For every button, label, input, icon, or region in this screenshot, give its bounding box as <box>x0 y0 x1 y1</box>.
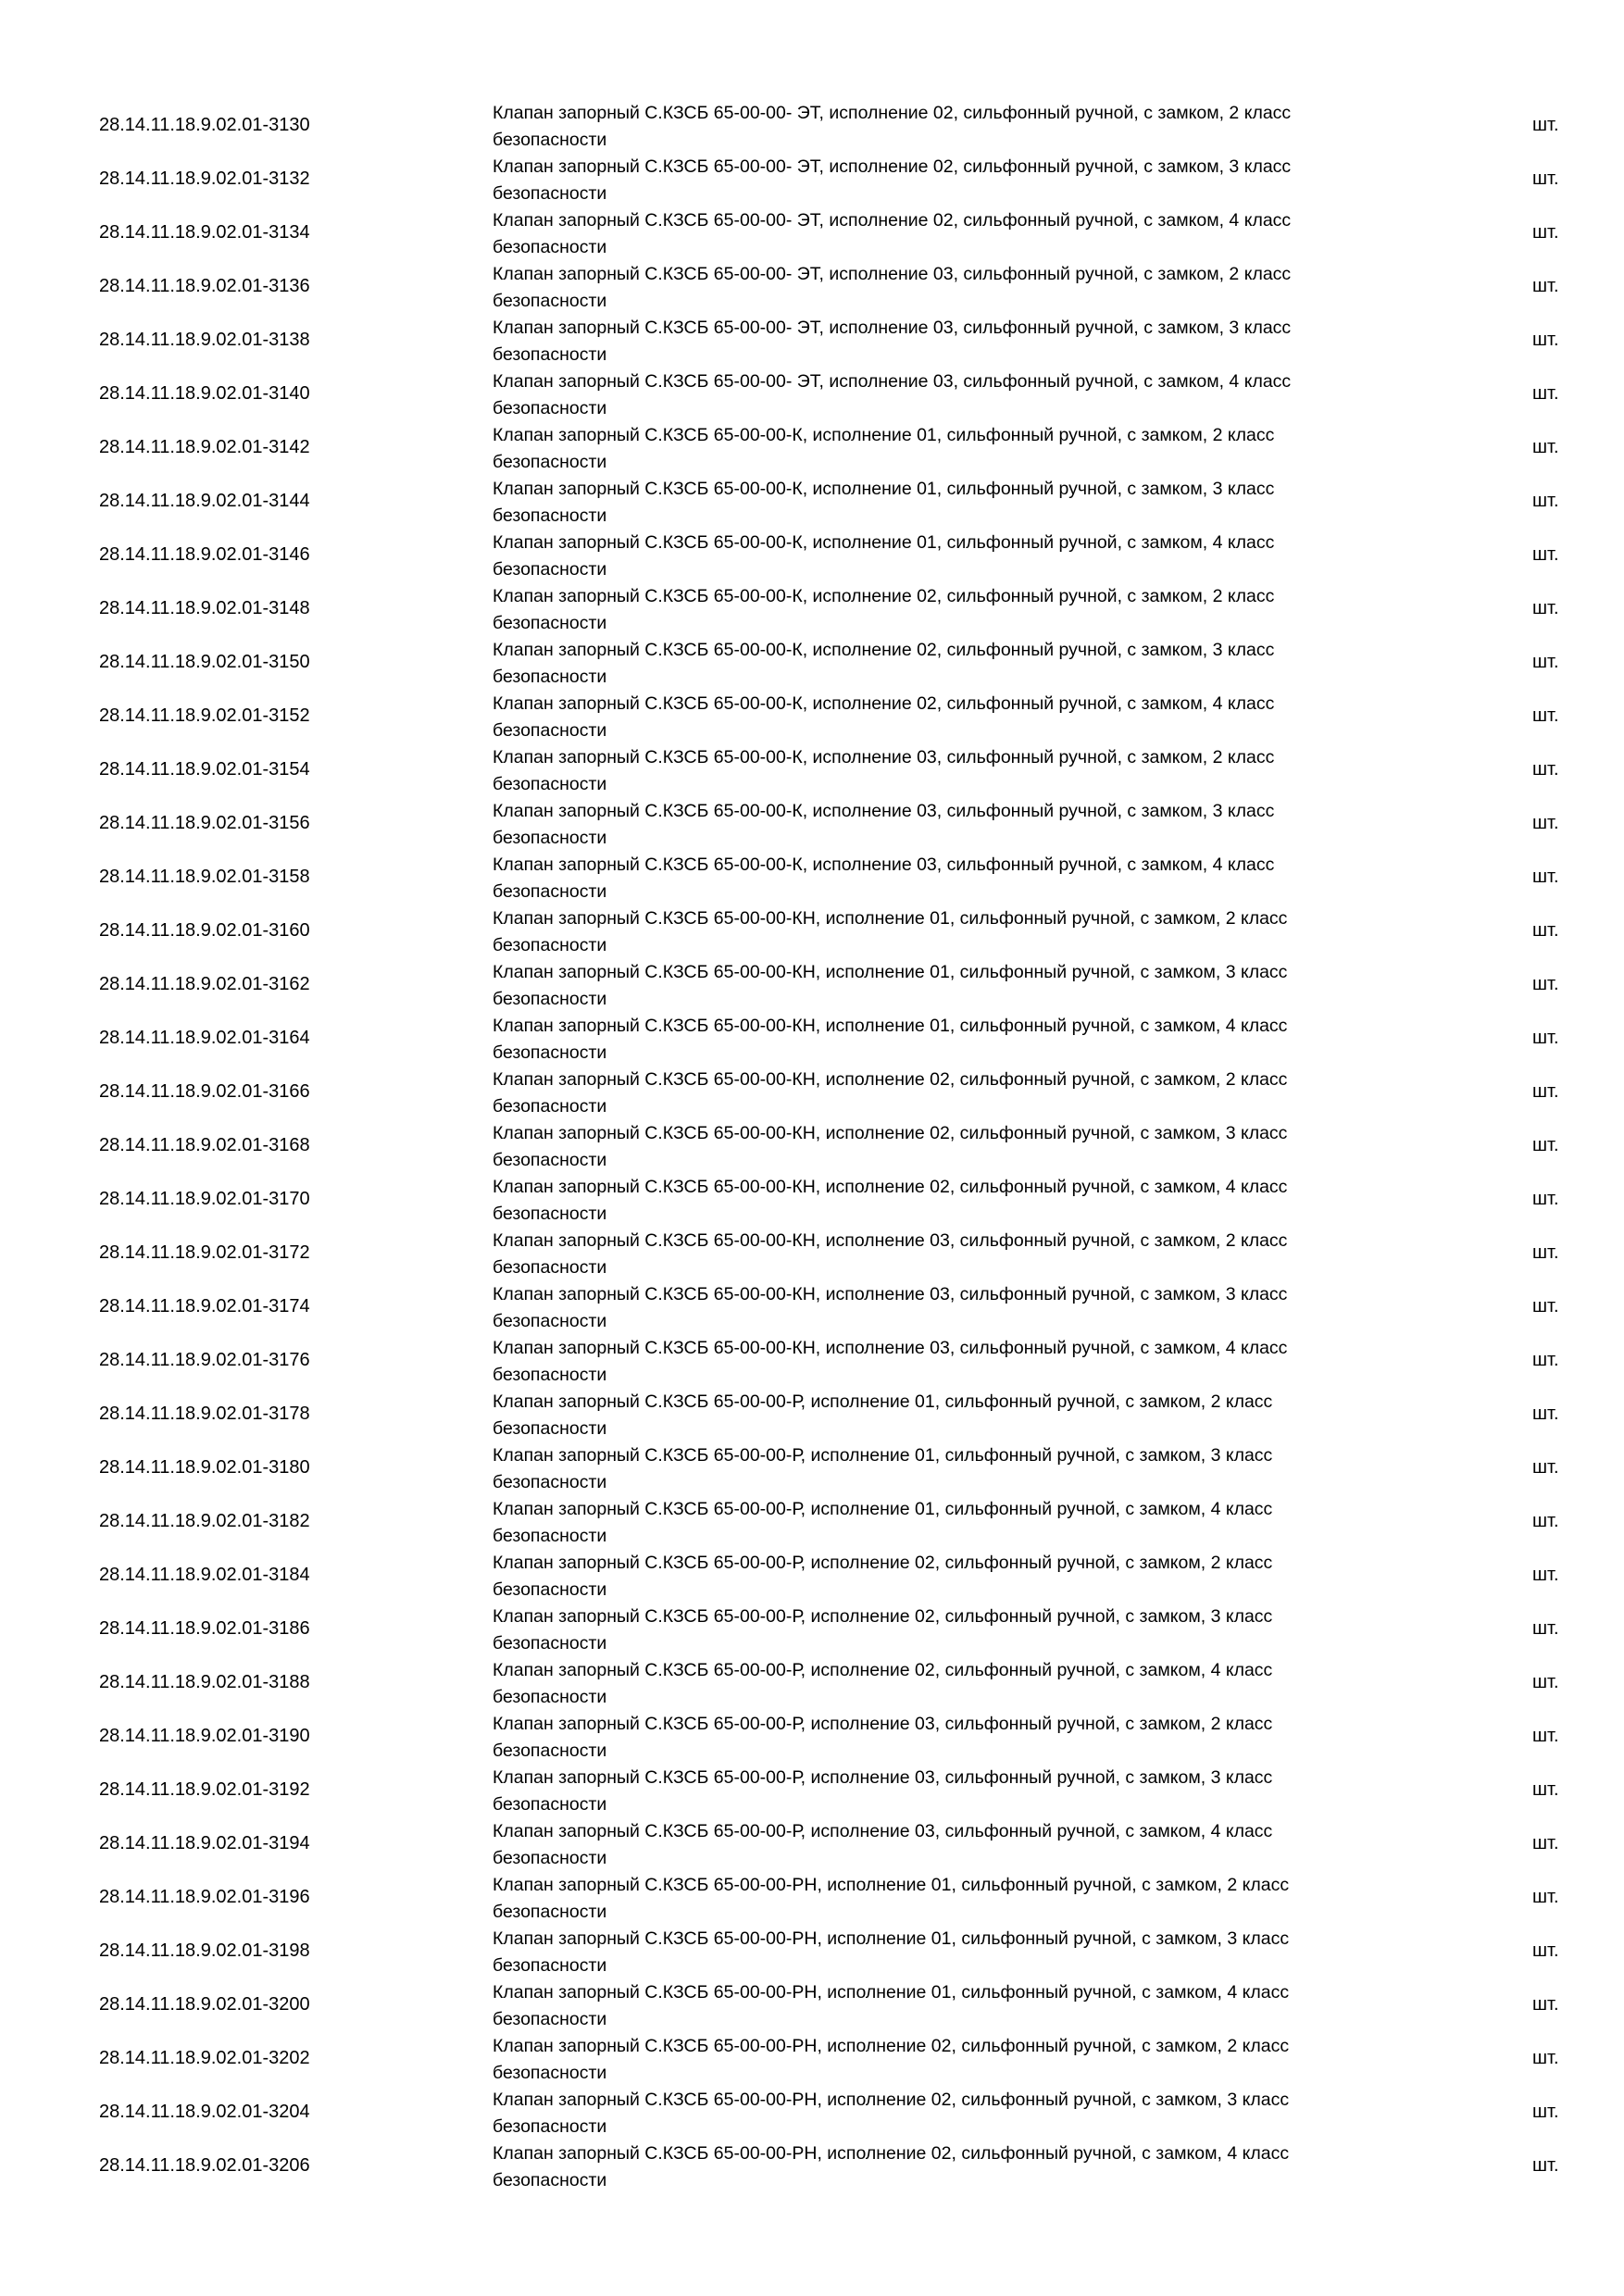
item-description <box>493 1228 1400 1280</box>
description-line: Клапан запорный С.КЗСБ 65-00-00- ЭТ, исполнение 03, сильфонный ручной, с замком, 4 класс <box>493 371 1292 392</box>
item-code: 28.14.11.18.9.02.01-3146 <box>99 544 310 565</box>
description-line: безопасности <box>493 129 607 150</box>
description-line: безопасности <box>493 2062 607 2083</box>
description-line: Клапан запорный С.КЗСБ 65-00-00-К, исполнение 01, сильфонный ручной, с замком, 2 класс <box>493 425 1275 445</box>
table-row <box>0 581 1624 635</box>
item-description <box>493 744 1400 797</box>
description-line: безопасности <box>493 505 607 526</box>
item-description <box>493 100 1400 153</box>
item-description <box>493 691 1400 743</box>
item-unit: шт. <box>1532 383 1559 404</box>
item-unit: шт. <box>1532 705 1559 726</box>
item-code: 28.14.11.18.9.02.01-3182 <box>99 1511 310 1531</box>
description-line: безопасности <box>493 1793 607 1815</box>
item-code: 28.14.11.18.9.02.01-3158 <box>99 867 310 887</box>
description-line: безопасности <box>493 988 607 1009</box>
item-code: 28.14.11.18.9.02.01-3190 <box>99 1726 310 1746</box>
table-row <box>0 1118 1624 1172</box>
item-unit: шт. <box>1532 276 1559 296</box>
item-unit: шт. <box>1532 1672 1559 1692</box>
description-line: безопасности <box>493 1632 607 1653</box>
description-line: безопасности <box>493 2115 607 2137</box>
table-row <box>0 474 1624 528</box>
item-code: 28.14.11.18.9.02.01-3150 <box>99 652 310 672</box>
item-description <box>493 2033 1400 2086</box>
description-line: безопасности <box>493 451 607 472</box>
item-code: 28.14.11.18.9.02.01-3188 <box>99 1672 310 1692</box>
table-row <box>0 1655 1624 1709</box>
item-unit: шт. <box>1532 813 1559 833</box>
description-line: Клапан запорный С.КЗСБ 65-00-00-КН, исполнение 01, сильфонный ручной, с замком, 2 класс <box>493 908 1288 929</box>
description-line: Клапан запорный С.КЗСБ 65-00-00-РН, исполнение 01, сильфонный ручной, с замком, 3 класс <box>493 1928 1290 1949</box>
description-line: безопасности <box>493 1417 607 1439</box>
item-description <box>493 1442 1400 1495</box>
description-line: безопасности <box>493 1578 607 1600</box>
item-unit: шт. <box>1532 330 1559 350</box>
description-line: безопасности <box>493 2008 607 2029</box>
table-row <box>0 1279 1624 1333</box>
item-unit: шт. <box>1532 1457 1559 1478</box>
item-unit: шт. <box>1532 544 1559 565</box>
description-line: Клапан запорный С.КЗСБ 65-00-00- ЭТ, исполнение 03, сильфонный ручной, с замком, 2 класс <box>493 264 1292 284</box>
description-line: Клапан запорный С.КЗСБ 65-00-00-К, исполнение 03, сильфонный ручной, с замком, 4 класс <box>493 855 1275 875</box>
table-row <box>0 152 1624 206</box>
item-description <box>493 1174 1400 1227</box>
item-code: 28.14.11.18.9.02.01-3144 <box>99 491 310 511</box>
item-unit: шт. <box>1532 115 1559 135</box>
item-description <box>493 1603 1400 1656</box>
description-line: Клапан запорный С.КЗСБ 65-00-00- ЭТ, исполнение 03, сильфонный ручной, с замком, 3 класс <box>493 318 1292 338</box>
item-description <box>493 1711 1400 1764</box>
description-line: Клапан запорный С.КЗСБ 65-00-00-Р, исполнение 02, сильфонный ручной, с замком, 4 класс <box>493 1660 1273 1680</box>
item-description <box>493 1013 1400 1066</box>
item-code: 28.14.11.18.9.02.01-3168 <box>99 1135 310 1155</box>
description-line: Клапан запорный С.КЗСБ 65-00-00-К, исполнение 02, сильфонный ручной, с замком, 3 класс <box>493 640 1275 660</box>
description-line: Клапан запорный С.КЗСБ 65-00-00-Р, исполнение 01, сильфонный ручной, с замком, 2 класс <box>493 1391 1273 1412</box>
item-unit: шт. <box>1532 1779 1559 1800</box>
item-code: 28.14.11.18.9.02.01-3164 <box>99 1028 310 1048</box>
table-row <box>0 1065 1624 1118</box>
item-unit: шт. <box>1532 2048 1559 2068</box>
description-line: безопасности <box>493 719 607 741</box>
item-unit: шт. <box>1532 2155 1559 2176</box>
item-unit: шт. <box>1532 867 1559 887</box>
description-line: безопасности <box>493 2169 607 2190</box>
item-unit: шт. <box>1532 437 1559 457</box>
table-row <box>0 1548 1624 1602</box>
table-row <box>0 1602 1624 1655</box>
item-unit: шт. <box>1532 1994 1559 2015</box>
item-description <box>493 315 1400 368</box>
description-line: безопасности <box>493 1364 607 1385</box>
description-line: Клапан запорный С.КЗСБ 65-00-00- ЭТ, исполнение 02, сильфонный ручной, с замком, 3 класс <box>493 156 1292 177</box>
item-code: 28.14.11.18.9.02.01-3200 <box>99 1994 310 2015</box>
item-unit: шт. <box>1532 759 1559 780</box>
item-code: 28.14.11.18.9.02.01-3180 <box>99 1457 310 1478</box>
description-line: безопасности <box>493 290 607 311</box>
item-code: 28.14.11.18.9.02.01-3140 <box>99 383 310 404</box>
description-line: безопасности <box>493 1525 607 1546</box>
table-row <box>0 313 1624 367</box>
item-unit: шт. <box>1532 652 1559 672</box>
description-line: Клапан запорный С.КЗСБ 65-00-00-К, исполнение 02, сильфонный ручной, с замком, 2 класс <box>493 586 1275 606</box>
item-unit: шт. <box>1532 491 1559 511</box>
description-line: безопасности <box>493 343 607 365</box>
item-unit: шт. <box>1532 598 1559 618</box>
item-description <box>493 1657 1400 1710</box>
description-line: Клапан запорный С.КЗСБ 65-00-00-Р, исполнение 02, сильфонный ручной, с замком, 3 класс <box>493 1606 1273 1627</box>
item-unit: шт. <box>1532 1081 1559 1102</box>
item-unit: шт. <box>1532 974 1559 994</box>
description-line: безопасности <box>493 182 607 204</box>
description-line: безопасности <box>493 1042 607 1063</box>
table-row <box>0 528 1624 581</box>
item-description <box>493 1496 1400 1549</box>
description-line: Клапан запорный С.КЗСБ 65-00-00-РН, исполнение 02, сильфонный ручной, с замком, 2 класс <box>493 2036 1290 2056</box>
item-code: 28.14.11.18.9.02.01-3166 <box>99 1081 310 1102</box>
item-code: 28.14.11.18.9.02.01-3148 <box>99 598 310 618</box>
item-code: 28.14.11.18.9.02.01-3174 <box>99 1296 310 1316</box>
description-line: безопасности <box>493 612 607 633</box>
item-description <box>493 368 1400 421</box>
description-line: безопасности <box>493 236 607 257</box>
description-line: безопасности <box>493 934 607 955</box>
description-line: Клапан запорный С.КЗСБ 65-00-00-РН, исполнение 01, сильфонный ручной, с замком, 2 класс <box>493 1875 1290 1895</box>
table-row <box>0 1924 1624 1978</box>
description-line: безопасности <box>493 1686 607 1707</box>
item-code: 28.14.11.18.9.02.01-3154 <box>99 759 310 780</box>
item-unit: шт. <box>1532 1726 1559 1746</box>
item-code: 28.14.11.18.9.02.01-3162 <box>99 974 310 994</box>
description-line: Клапан запорный С.КЗСБ 65-00-00-К, исполнение 01, сильфонный ручной, с замком, 3 класс <box>493 479 1275 499</box>
description-line: безопасности <box>493 1095 607 1117</box>
item-code: 28.14.11.18.9.02.01-3138 <box>99 330 310 350</box>
item-description <box>493 905 1400 958</box>
item-code: 28.14.11.18.9.02.01-3194 <box>99 1833 310 1853</box>
description-line: безопасности <box>493 1847 607 1868</box>
table-row <box>0 1441 1624 1494</box>
table-row <box>0 957 1624 1011</box>
table-row <box>0 2085 1624 2139</box>
table-row <box>0 206 1624 259</box>
item-unit: шт. <box>1532 1404 1559 1424</box>
description-line: Клапан запорный С.КЗСБ 65-00-00-К, исполнение 01, сильфонный ручной, с замком, 4 класс <box>493 532 1275 553</box>
item-code: 28.14.11.18.9.02.01-3152 <box>99 705 310 726</box>
item-description <box>493 1335 1400 1388</box>
description-line: безопасности <box>493 397 607 418</box>
description-line: Клапан запорный С.КЗСБ 65-00-00-Р, исполнение 01, сильфонный ручной, с замком, 3 класс <box>493 1445 1273 1466</box>
item-code: 28.14.11.18.9.02.01-3136 <box>99 276 310 296</box>
item-unit: шт. <box>1532 1189 1559 1209</box>
description-line: Клапан запорный С.КЗСБ 65-00-00-К, исполнение 02, сильфонный ручной, с замком, 4 класс <box>493 693 1275 714</box>
description-line: Клапан запорный С.КЗСБ 65-00-00-Р, исполнение 02, сильфонный ручной, с замком, 2 класс <box>493 1553 1273 1573</box>
item-unit: шт. <box>1532 1618 1559 1639</box>
table-row <box>0 635 1624 689</box>
table-row <box>0 98 1624 152</box>
item-description <box>493 2140 1400 2193</box>
description-line: безопасности <box>493 1256 607 1278</box>
item-code: 28.14.11.18.9.02.01-3206 <box>99 2155 310 2176</box>
table-row <box>0 1226 1624 1279</box>
item-description <box>493 1281 1400 1334</box>
item-description <box>493 798 1400 851</box>
description-line: Клапан запорный С.КЗСБ 65-00-00-Р, исполнение 03, сильфонный ручной, с замком, 4 класс <box>493 1821 1273 1841</box>
table-row <box>0 2139 1624 2192</box>
item-code: 28.14.11.18.9.02.01-3172 <box>99 1242 310 1263</box>
item-description <box>493 154 1400 206</box>
item-description <box>493 422 1400 475</box>
description-line: Клапан запорный С.КЗСБ 65-00-00-КН, исполнение 03, сильфонный ручной, с замком, 3 класс <box>493 1284 1288 1304</box>
item-unit: шт. <box>1532 222 1559 243</box>
table-row <box>0 742 1624 796</box>
item-description <box>493 476 1400 529</box>
description-line: безопасности <box>493 773 607 794</box>
description-line: Клапан запорный С.КЗСБ 65-00-00-КН, исполнение 01, сильфонный ручной, с замком, 3 класс <box>493 962 1288 982</box>
item-code: 28.14.11.18.9.02.01-3196 <box>99 1887 310 1907</box>
item-description <box>493 2087 1400 2140</box>
item-unit: шт. <box>1532 168 1559 189</box>
description-line: Клапан запорный С.КЗСБ 65-00-00-РН, исполнение 02, сильфонный ручной, с замком, 3 класс <box>493 2090 1290 2110</box>
description-line: Клапан запорный С.КЗСБ 65-00-00-КН, исполнение 03, сильфонный ручной, с замком, 2 класс <box>493 1230 1288 1251</box>
description-line: безопасности <box>493 827 607 848</box>
item-description <box>493 1818 1400 1871</box>
item-description <box>493 530 1400 582</box>
item-unit: шт. <box>1532 1940 1559 1961</box>
item-description <box>493 1979 1400 2032</box>
description-line: Клапан запорный С.КЗСБ 65-00-00-Р, исполнение 03, сильфонный ручной, с замком, 2 класс <box>493 1714 1273 1734</box>
item-unit: шт. <box>1532 920 1559 941</box>
table-row <box>0 1387 1624 1441</box>
item-unit: шт. <box>1532 1350 1559 1370</box>
item-unit: шт. <box>1532 1565 1559 1585</box>
description-line: Клапан запорный С.КЗСБ 65-00-00-КН, исполнение 02, сильфонный ручной, с замком, 3 класс <box>493 1123 1288 1143</box>
table-row <box>0 1870 1624 1924</box>
item-description <box>493 637 1400 690</box>
item-unit: шт. <box>1532 1028 1559 1048</box>
item-code: 28.14.11.18.9.02.01-3192 <box>99 1779 310 1800</box>
item-description <box>493 1389 1400 1441</box>
table-row <box>0 1978 1624 2031</box>
table-row <box>0 904 1624 957</box>
description-line: безопасности <box>493 1901 607 1922</box>
price-table <box>0 98 1624 2192</box>
item-code: 28.14.11.18.9.02.01-3170 <box>99 1189 310 1209</box>
item-code: 28.14.11.18.9.02.01-3186 <box>99 1618 310 1639</box>
item-description <box>493 583 1400 636</box>
description-line: безопасности <box>493 1740 607 1761</box>
item-code: 28.14.11.18.9.02.01-3160 <box>99 920 310 941</box>
description-line: Клапан запорный С.КЗСБ 65-00-00- ЭТ, исполнение 02, сильфонный ручной, с замком, 2 класс <box>493 103 1292 123</box>
description-line: Клапан запорный С.КЗСБ 65-00-00-К, исполнение 03, сильфонный ручной, с замком, 3 класс <box>493 801 1275 821</box>
item-unit: шт. <box>1532 1833 1559 1853</box>
item-description <box>493 959 1400 1012</box>
description-line: Клапан запорный С.КЗСБ 65-00-00-КН, исполнение 03, сильфонный ручной, с замком, 4 класс <box>493 1338 1288 1358</box>
item-unit: шт. <box>1532 2102 1559 2122</box>
item-code: 28.14.11.18.9.02.01-3134 <box>99 222 310 243</box>
table-row <box>0 259 1624 313</box>
description-line: Клапан запорный С.КЗСБ 65-00-00-КН, исполнение 01, сильфонный ручной, с замком, 4 класс <box>493 1016 1288 1036</box>
description-line: Клапан запорный С.КЗСБ 65-00-00-РН, исполнение 01, сильфонный ручной, с замком, 4 класс <box>493 1982 1290 2003</box>
description-line: безопасности <box>493 1203 607 1224</box>
description-line: безопасности <box>493 1310 607 1331</box>
item-description <box>493 1067 1400 1119</box>
item-code: 28.14.11.18.9.02.01-3156 <box>99 813 310 833</box>
table-row <box>0 1763 1624 1816</box>
table-row <box>0 1709 1624 1763</box>
item-code: 28.14.11.18.9.02.01-3176 <box>99 1350 310 1370</box>
item-code: 28.14.11.18.9.02.01-3198 <box>99 1940 310 1961</box>
item-unit: шт. <box>1532 1887 1559 1907</box>
description-line: безопасности <box>493 666 607 687</box>
description-line: безопасности <box>493 1954 607 1976</box>
description-line: безопасности <box>493 880 607 902</box>
description-line: безопасности <box>493 1471 607 1492</box>
item-code: 28.14.11.18.9.02.01-3204 <box>99 2102 310 2122</box>
table-row <box>0 367 1624 420</box>
description-line: Клапан запорный С.КЗСБ 65-00-00-К, исполнение 03, сильфонный ручной, с замком, 2 класс <box>493 747 1275 767</box>
table-row <box>0 1494 1624 1548</box>
table-row <box>0 796 1624 850</box>
item-code: 28.14.11.18.9.02.01-3184 <box>99 1565 310 1585</box>
item-description <box>493 1550 1400 1603</box>
item-description <box>493 261 1400 314</box>
item-description <box>493 1872 1400 1925</box>
table-row <box>0 850 1624 904</box>
item-code: 28.14.11.18.9.02.01-3130 <box>99 115 310 135</box>
item-description <box>493 852 1400 905</box>
description-line: Клапан запорный С.КЗСБ 65-00-00-КН, исполнение 02, сильфонный ручной, с замком, 4 класс <box>493 1177 1288 1197</box>
item-unit: шт. <box>1532 1135 1559 1155</box>
table-row <box>0 1011 1624 1065</box>
item-description <box>493 1926 1400 1978</box>
item-description <box>493 1765 1400 1817</box>
description-line: Клапан запорный С.КЗСБ 65-00-00-Р, исполнение 03, сильфонный ручной, с замком, 3 класс <box>493 1767 1273 1788</box>
description-line: Клапан запорный С.КЗСБ 65-00-00-Р, исполнение 01, сильфонный ручной, с замком, 4 класс <box>493 1499 1273 1519</box>
table-row <box>0 1333 1624 1387</box>
description-line: Клапан запорный С.КЗСБ 65-00-00-КН, исполнение 02, сильфонный ручной, с замком, 2 класс <box>493 1069 1288 1090</box>
table-row <box>0 2031 1624 2085</box>
item-unit: шт. <box>1532 1511 1559 1531</box>
description-line: Клапан запорный С.КЗСБ 65-00-00-РН, исполнение 02, сильфонный ручной, с замком, 4 класс <box>493 2143 1290 2164</box>
item-code: 28.14.11.18.9.02.01-3202 <box>99 2048 310 2068</box>
item-unit: шт. <box>1532 1242 1559 1263</box>
description-line: безопасности <box>493 1149 607 1170</box>
table-row <box>0 689 1624 742</box>
item-code: 28.14.11.18.9.02.01-3178 <box>99 1404 310 1424</box>
item-code: 28.14.11.18.9.02.01-3132 <box>99 168 310 189</box>
item-description <box>493 1120 1400 1173</box>
table-row <box>0 420 1624 474</box>
table-row <box>0 1816 1624 1870</box>
description-line: безопасности <box>493 558 607 580</box>
table-row <box>0 1172 1624 1226</box>
item-description <box>493 207 1400 260</box>
description-line: Клапан запорный С.КЗСБ 65-00-00- ЭТ, исполнение 02, сильфонный ручной, с замком, 4 класс <box>493 210 1292 231</box>
item-code: 28.14.11.18.9.02.01-3142 <box>99 437 310 457</box>
item-unit: шт. <box>1532 1296 1559 1316</box>
